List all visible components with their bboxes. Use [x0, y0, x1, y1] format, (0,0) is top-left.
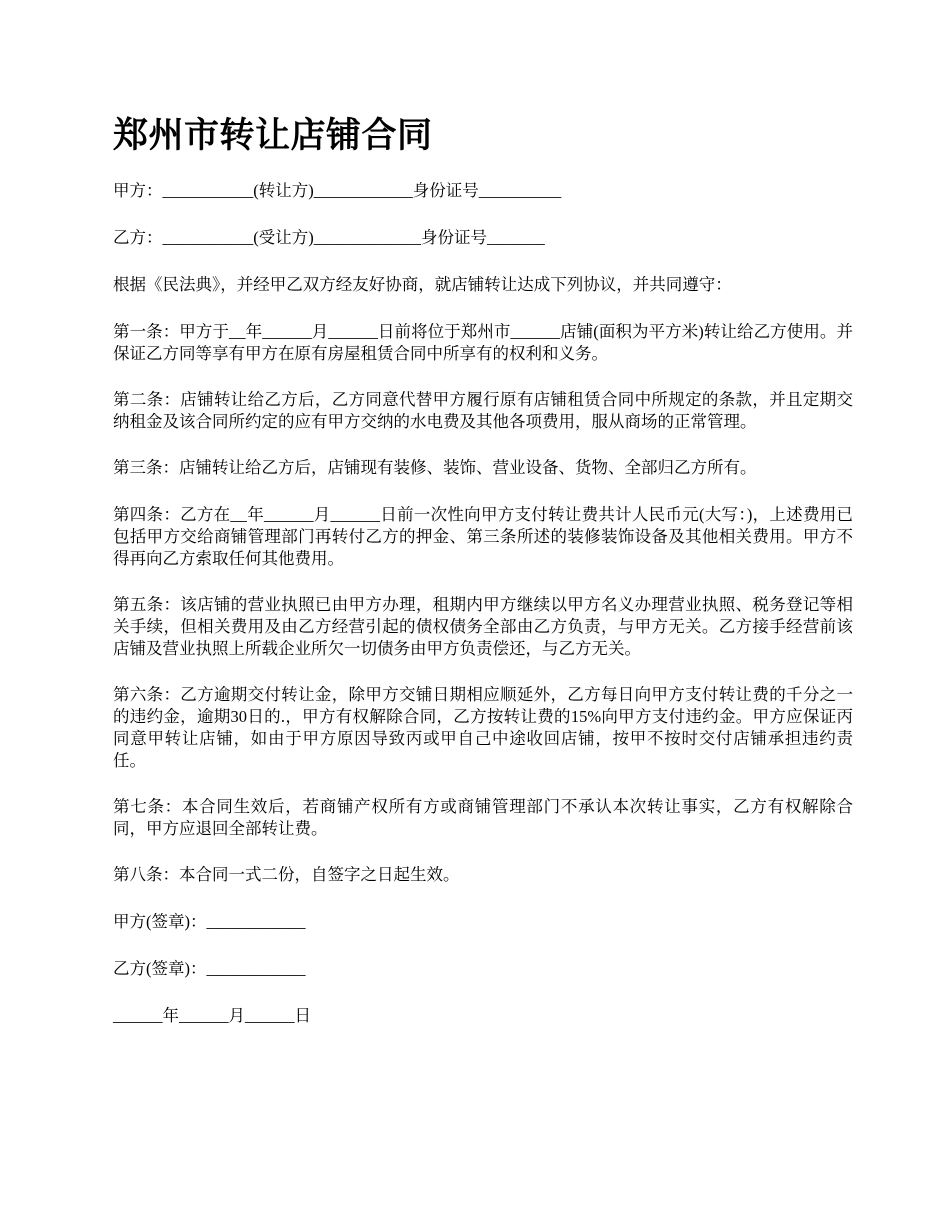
party-a-line: 甲方：___________(转让方)____________身份证号__________	[113, 181, 562, 200]
preamble-paragraph: 根据《民法典》，并经甲乙双方经友好协商，就店铺转让达成下列协议，并共同遵守：	[113, 275, 732, 294]
article-5: 第五条：该店铺的营业执照已由甲方办理，租期内甲方继续以甲方名义办理营业执照、税务登记等相关手续，但相关费用及由乙方经营引起的债权债务全部由乙方负责，与甲方无关。乙方接手经营前该店铺及营业执照上所载企业所欠一切债务由甲方负责偿还，与乙方无关。	[113, 595, 853, 658]
signature-party-a: 甲方(签章)：____________	[113, 912, 306, 931]
article-4: 第四条：乙方在__年______月______日前一次性向甲方支付转让费共计人民币元(大写：)，上述费用已包括甲方交给商铺管理部门再转付乙方的押金、第三条所述的装修装饰设备及其他相关费用。甲方不得再向乙方索取任何其他费用。	[113, 505, 853, 568]
article-7: 第七条：本合同生效后，若商铺产权所有方或商铺管理部门不承认本次转让事实，乙方有权解除合同，甲方应退回全部转让费。	[113, 797, 853, 838]
party-b-line: 乙方：___________(受让方)_____________身份证号_______	[113, 228, 545, 247]
article-8: 第八条：本合同一式二份，自签字之日起生效。	[113, 865, 460, 884]
document-title: 郑州市转让店铺合同	[113, 116, 433, 156]
date-line: ______年______月______日	[113, 1006, 311, 1025]
article-1: 第一条：甲方于__年______月______日前将位于郑州市______店铺(面积为平方米)转让给乙方使用。并保证乙方同等享有甲方在原有房屋租赁合同中所享有的权利和义务。	[113, 322, 853, 363]
signature-party-b: 乙方(签章)：____________	[113, 959, 306, 978]
article-6: 第六条：乙方逾期交付转让金，除甲方交铺日期相应顺延外，乙方每日向甲方支付转让费的千分之一的违约金，逾期30日的.，甲方有权解除合同，乙方按转让费的15%向甲方支付违约金。甲方应保证丙同意甲转让店铺，如由于甲方原因导致丙或甲自己中途收回店铺，按甲不按时交付店铺承担违约责任。	[113, 685, 853, 770]
document-body	[113, 180, 853, 1052]
article-3: 第三条：店铺转让给乙方后，店铺现有装修、装饰、营业设备、货物、全部归乙方所有。	[113, 458, 757, 477]
article-2: 第二条：店铺转让给乙方后，乙方同意代替甲方履行原有店铺租赁合同中所规定的条款，并且定期交纳租金及该合同所约定的应有甲方交纳的水电费及其他各项费用，服从商场的正常管理。	[113, 390, 853, 431]
